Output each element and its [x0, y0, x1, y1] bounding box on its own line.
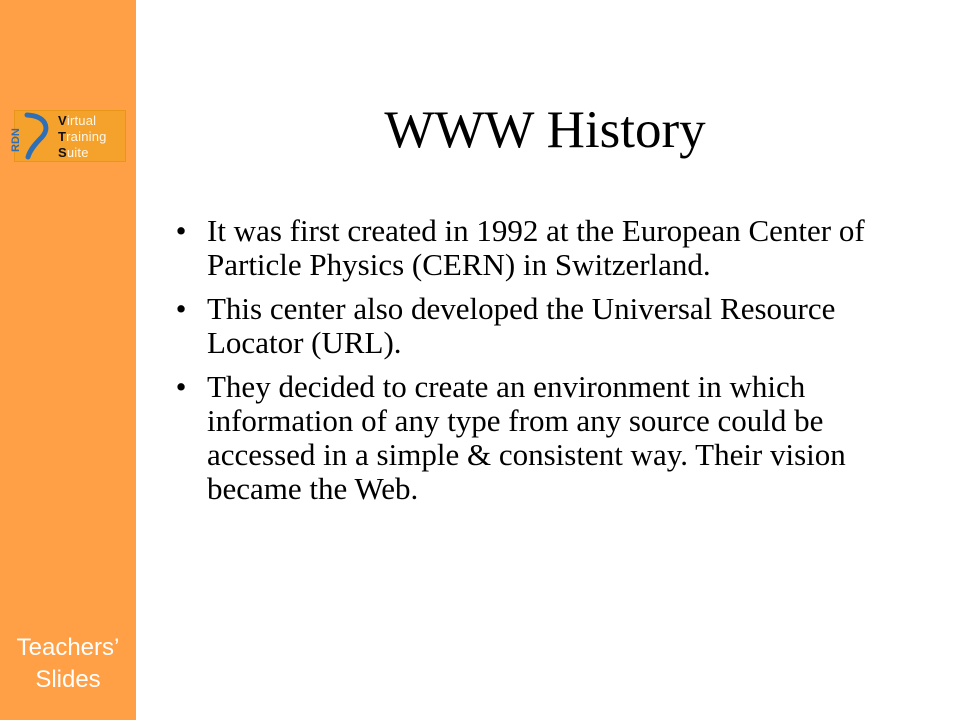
rdn-logo-text: RDN: [10, 128, 22, 152]
logo-line-suite: [58, 145, 107, 160]
logo-line-training: [58, 129, 107, 144]
sidebar: [0, 0, 136, 720]
bullet-marker: •: [175, 369, 187, 404]
slide-title: WWW History: [384, 101, 706, 159]
teachers-slides-label: [0, 632, 136, 696]
bullet-marker: •: [175, 213, 187, 248]
logo-line-virtual: [58, 113, 107, 128]
bullet-text: They decided to create an environment in which information of any type from any source could be accessed in a simple & consistent way. Their vision became the Web.: [207, 369, 846, 506]
logo-initial-t: T: [58, 129, 67, 144]
logo-initial-s: S: [58, 145, 67, 160]
bullet-list: [165, 214, 885, 516]
bullet-item: [165, 214, 885, 282]
teachers-label: Teachers’: [16, 634, 120, 661]
logo-text-virtual: irtual: [66, 113, 97, 128]
bullet-text: This center also developed the Universal Resource Locator (URL).: [207, 291, 836, 360]
logo-initial-v: V: [58, 113, 67, 128]
logo-wordmark: [58, 113, 107, 160]
slides-label: Slides: [35, 666, 101, 693]
bullet-item: [165, 370, 885, 506]
bullet-item: [165, 292, 885, 360]
logo-text-suite: uite: [66, 145, 89, 160]
logo-text-training: raining: [66, 129, 107, 144]
bullet-marker: •: [175, 291, 187, 326]
virtual-training-suite-logo: [10, 110, 126, 162]
rdn-logo-icon: [10, 113, 53, 159]
bullet-text: It was first created in 1992 at the European Center of Particle Physics (CERN) in Switzerland.: [207, 213, 865, 282]
